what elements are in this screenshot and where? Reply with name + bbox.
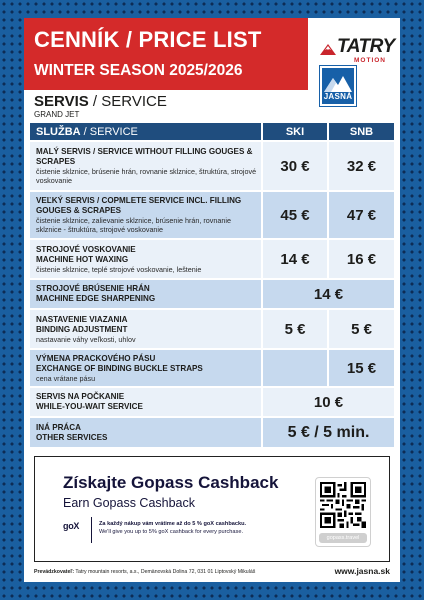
section-title-bold: SERVIS <box>34 93 89 110</box>
cashback-subtitle: Earn Gopass Cashback <box>63 496 196 510</box>
gox-logo: goX <box>63 521 80 531</box>
service-cell <box>30 279 262 309</box>
cashback-note-sk: Za každý nákup vám vrátime až do 5 % goX cashbacku. <box>99 521 247 527</box>
combined-price: 5 € / 5 min. <box>262 417 394 447</box>
service-name: NASTAVENIE VIAZANIA BINDING ADJUSTMENT <box>36 314 128 334</box>
cashback-note <box>99 520 309 536</box>
col-ski-header: SKI <box>262 123 328 141</box>
mountain-icon <box>320 42 336 56</box>
section-title-rest: / SERVICE <box>88 93 167 110</box>
table-row <box>30 309 394 349</box>
service-cell <box>30 387 262 417</box>
snb-price: 16 € <box>328 239 394 279</box>
header-banner <box>24 18 308 90</box>
service-note: čistenie sklznice, brúsenie hrán, rovnanie sklznice, štruktúra, strojové voskovanie <box>36 167 257 185</box>
website-link[interactable]: www.jasna.sk <box>334 566 390 576</box>
service-cell <box>30 417 262 447</box>
service-name: SERVIS NA POČKANIE WHILE-YOU-WAIT SERVICE <box>36 392 143 411</box>
section-title <box>34 93 167 110</box>
operator-footer <box>34 569 255 575</box>
ski-price: 45 € <box>262 191 328 239</box>
table-row <box>30 349 394 387</box>
section-subtitle: GRAND JET <box>34 110 80 119</box>
service-cell <box>30 191 262 239</box>
service-name: INÁ PRÁCA OTHER SERVICES <box>36 422 108 442</box>
service-cell <box>30 141 262 191</box>
service-cell <box>30 239 262 279</box>
qr-code-icon <box>320 482 366 528</box>
operator-label: Prevádzkovateľ: <box>34 569 75 575</box>
price-sheet <box>24 18 400 582</box>
ski-price: 30 € <box>262 141 328 191</box>
col-service-header <box>30 123 262 141</box>
service-note: nastavanie váhy veľkosti, uhlov <box>36 334 136 344</box>
mountain-peaks-icon <box>322 72 354 94</box>
cashback-title: Získajte Gopass Cashback <box>63 473 279 492</box>
table-header-row <box>30 123 394 141</box>
price-table-body <box>30 141 394 447</box>
service-cell <box>30 349 262 387</box>
service-name: STROJOVÉ VOSKOVANIE MACHINE HOT WAXING <box>36 244 136 264</box>
season-subtitle: WINTER SEASON 2025/2026 <box>34 62 243 79</box>
service-name: MALÝ SERVIS / SERVICE WITHOUT FILLING GOUGES & SCRAPES <box>36 147 253 166</box>
table-row <box>30 239 394 279</box>
jasna-logo <box>320 66 356 106</box>
cashback-divider <box>91 517 92 543</box>
combined-price: 10 € <box>262 387 394 417</box>
qr-label: gopass.travel <box>319 533 367 543</box>
service-note: cena vrátane pásu <box>36 373 96 383</box>
service-name: STROJOVÉ BRÚSENIE HRÁN MACHINE EDGE SHARPENING <box>36 284 156 303</box>
table-row <box>30 279 394 309</box>
table-row <box>30 191 394 239</box>
jasna-wordmark: JASNÁ <box>323 92 353 101</box>
col-service-bold: SLUŽBA <box>36 125 81 138</box>
table-row <box>30 417 394 447</box>
table-row <box>30 387 394 417</box>
col-service-rest: / SERVICE <box>80 125 138 138</box>
service-name: VEĽKÝ SERVIS / COPMLETE SERVICE INCL. FILLING GOUGES & SCRAPES <box>36 196 242 215</box>
ski-price: 5 € <box>262 309 328 349</box>
gopass-cashback-box <box>34 456 390 562</box>
table-row <box>30 141 394 191</box>
snb-price: 47 € <box>328 191 394 239</box>
snb-price: 5 € <box>328 309 394 349</box>
cashback-note-en: We'll give you up to 5% goX cashback for every purchase. <box>99 529 243 535</box>
snb-price: 32 € <box>328 141 394 191</box>
service-note: čistenie sklznice, teplé strojové voskovanie, leštenie <box>36 264 202 274</box>
price-table <box>30 123 394 447</box>
service-note: čistenie sklznice, zalievanie sklznice, brúsenie hrán, rovnanie sklznice - štruktúra, strojové voskovanie <box>36 216 231 234</box>
motion-wordmark: MOTION <box>354 57 386 64</box>
service-cell <box>30 309 262 349</box>
service-name: VÝMENA PRACKOVÉHO PÁSU EXCHANGE OF BINDING BUCKLE STRAPS <box>36 353 203 373</box>
qr-code-card[interactable] <box>315 477 371 547</box>
tatry-wordmark: TATRY <box>337 36 395 57</box>
operator-address: Tatry mountain resorts, a.s., Demänovská Dolina 72, 031 01 Liptovský Mikuláš <box>74 569 256 575</box>
col-snb-header: SNB <box>328 123 394 141</box>
page-title: CENNÍK / PRICE LIST <box>34 27 262 52</box>
ski-price: 14 € <box>262 239 328 279</box>
tatry-motion-logo <box>320 36 395 66</box>
ski-price <box>262 349 328 387</box>
snb-price: 15 € <box>328 349 394 387</box>
combined-price: 14 € <box>262 279 394 309</box>
